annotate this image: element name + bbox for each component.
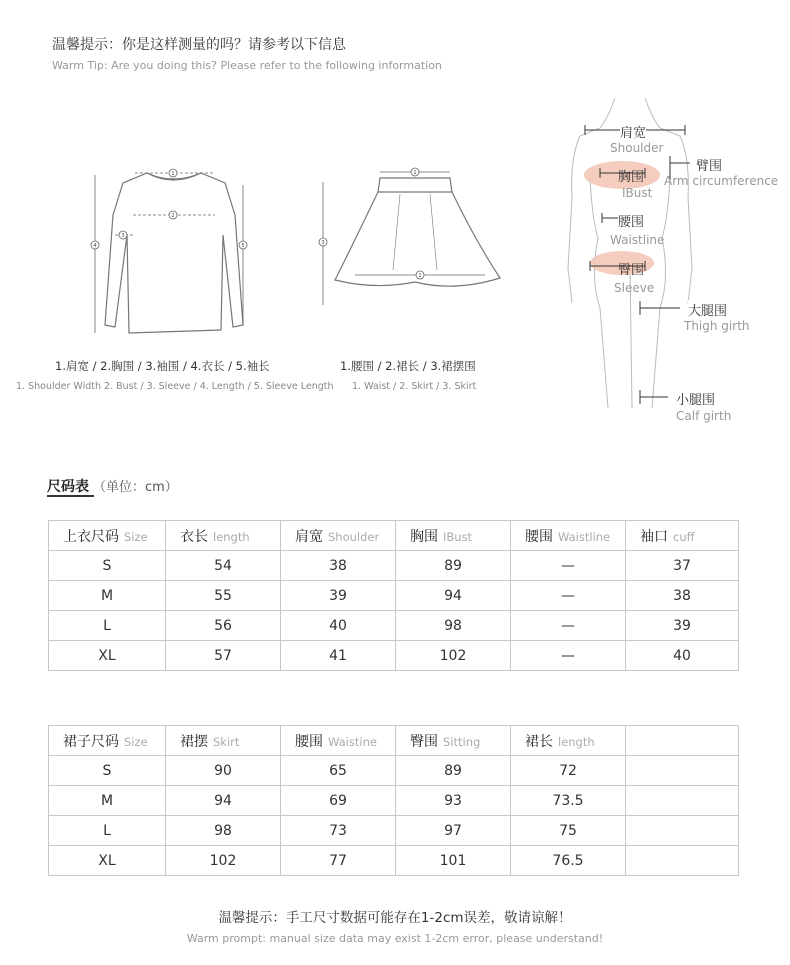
table-cell: 97 (396, 816, 511, 846)
body-calf-en: Calf girth (676, 409, 732, 423)
table-cell: 40 (281, 611, 396, 641)
table-cell: — (511, 641, 626, 671)
table-cell: 94 (396, 581, 511, 611)
body-thigh-en: Thigh girth (684, 319, 750, 333)
body-shoulder-en: Shoulder (610, 141, 664, 155)
table-cell: 55 (166, 581, 281, 611)
shirt-marker-4: 4 (93, 243, 97, 249)
table-cell: — (511, 581, 626, 611)
table-header-cell (626, 726, 739, 756)
footer-note-en: Warm prompt: manual size data may exist 1-2cm error, please understand! (186, 932, 604, 945)
table-header-row (49, 726, 739, 756)
skirt-measurement-illustration (315, 160, 515, 310)
shirt-marker-5: 5 (241, 243, 245, 249)
table-row (49, 551, 739, 581)
shirt-caption-cn: 1.肩宽 / 2.胸围 / 3.袖围 / 4.衣长 / 5.袖长 (55, 359, 270, 373)
table-cell: 41 (281, 641, 396, 671)
table-cell (626, 846, 739, 876)
table-cell: 38 (626, 581, 739, 611)
table-cell: 65 (281, 756, 396, 786)
size-chart-unit: （单位：cm） (93, 480, 178, 495)
table-cell: 98 (166, 816, 281, 846)
shirt-measurement-illustration (85, 155, 265, 345)
table-cell: S (49, 551, 166, 581)
body-shoulder-cn: 肩宽 (620, 122, 646, 141)
body-arm-cn: 臂围 (696, 155, 722, 174)
table-header-cell: 衣长 length (166, 521, 281, 551)
table-cell: XL (49, 846, 166, 876)
table-header-cell: 袖口 cuff (626, 521, 739, 551)
size-chart-title-text: 尺码表 (47, 479, 89, 495)
warm-tip-cn: 温馨提示：你是这样测量的吗？请参考以下信息 (52, 37, 346, 53)
table-cell: 75 (511, 816, 626, 846)
table-cell: 54 (166, 551, 281, 581)
table-header-cell: 裙子尺码 Size (49, 726, 166, 756)
table-cell: 73.5 (511, 786, 626, 816)
table-cell: 102 (166, 846, 281, 876)
table-cell: M (49, 786, 166, 816)
size-chart-underline (47, 495, 94, 497)
table-row (49, 756, 739, 786)
table-cell: 37 (626, 551, 739, 581)
skirt-caption-cn: 1.腰围 / 2.裙长 / 3.裙摆围 (340, 359, 476, 373)
table-row (49, 786, 739, 816)
table-header-cell: 腰围 Waistline (511, 521, 626, 551)
skirt-marker-1: 1 (413, 170, 417, 176)
table-row (49, 611, 739, 641)
table-cell: 56 (166, 611, 281, 641)
body-arm-en: Arm circumference (664, 174, 779, 188)
table-cell: 93 (396, 786, 511, 816)
body-calf-cn: 小腿围 (676, 389, 715, 408)
table-row (49, 816, 739, 846)
table-cell: 102 (396, 641, 511, 671)
table-cell: 90 (166, 756, 281, 786)
table-cell: 76.5 (511, 846, 626, 876)
body-bust-cn: 胸围 (618, 170, 645, 185)
shirt-marker-2: 2 (171, 213, 175, 219)
body-bust-en: IBust (622, 186, 653, 200)
table-cell: 98 (396, 611, 511, 641)
table-cell: 72 (511, 756, 626, 786)
table-cell: 101 (396, 846, 511, 876)
table-header-row (49, 521, 739, 551)
top-size-table (48, 520, 739, 671)
body-thigh-cn: 大腿围 (688, 300, 727, 319)
table-cell: 39 (281, 581, 396, 611)
body-waist-en: Waistline (610, 233, 665, 247)
table-cell: 57 (166, 641, 281, 671)
table-cell: L (49, 611, 166, 641)
table-cell: L (49, 816, 166, 846)
size-chart-title (47, 476, 178, 496)
table-row (49, 641, 739, 671)
table-cell: 73 (281, 816, 396, 846)
table-cell: XL (49, 641, 166, 671)
shirt-marker-3: 3 (121, 233, 125, 239)
table-cell: 38 (281, 551, 396, 581)
table-cell (626, 816, 739, 846)
table-header-cell: 裙长 length (511, 726, 626, 756)
table-header-cell: 胸围 IBust (396, 521, 511, 551)
body-waist-cn: 腰围 (618, 211, 644, 230)
body-hip-cn: 臀围 (618, 263, 645, 278)
table-row (49, 846, 739, 876)
shirt-caption-en: 1. Shoulder Width 2. Bust / 3. Sleeve / 4. Length / 5. Sleeve Length (16, 381, 334, 392)
table-cell (626, 756, 739, 786)
body-hip-en: Sleeve (614, 281, 655, 295)
skirt-size-table (48, 725, 739, 876)
table-row (49, 581, 739, 611)
table-cell: 40 (626, 641, 739, 671)
table-cell: 39 (626, 611, 739, 641)
table-header-cell: 臀围 Sitting (396, 726, 511, 756)
table-cell: 94 (166, 786, 281, 816)
table-cell: — (511, 551, 626, 581)
skirt-marker-3: 3 (321, 240, 325, 246)
table-cell: 89 (396, 551, 511, 581)
skirt-marker-2: 2 (418, 273, 422, 279)
footer-note-cn: 温馨提示：手工尺寸数据可能存在1-2cm误差，敬请谅解！ (218, 910, 572, 926)
table-header-cell: 腰围 Waistine (281, 726, 396, 756)
skirt-caption-en: 1. Waist / 2. Skirt / 3. Skirt (352, 381, 477, 392)
table-cell (626, 786, 739, 816)
warm-tip-en: Warm Tip: Are you doing this? Please refer to the following information (52, 59, 442, 72)
table-header-cell: 上衣尺码 Size (49, 521, 166, 551)
table-cell: 89 (396, 756, 511, 786)
shirt-marker-1: 1 (171, 171, 175, 177)
table-cell: 77 (281, 846, 396, 876)
table-cell: M (49, 581, 166, 611)
table-cell: 69 (281, 786, 396, 816)
table-cell: — (511, 611, 626, 641)
table-header-cell: 裙摆 Skirt (166, 726, 281, 756)
table-header-cell: 肩宽 Shoulder (281, 521, 396, 551)
table-cell: S (49, 756, 166, 786)
